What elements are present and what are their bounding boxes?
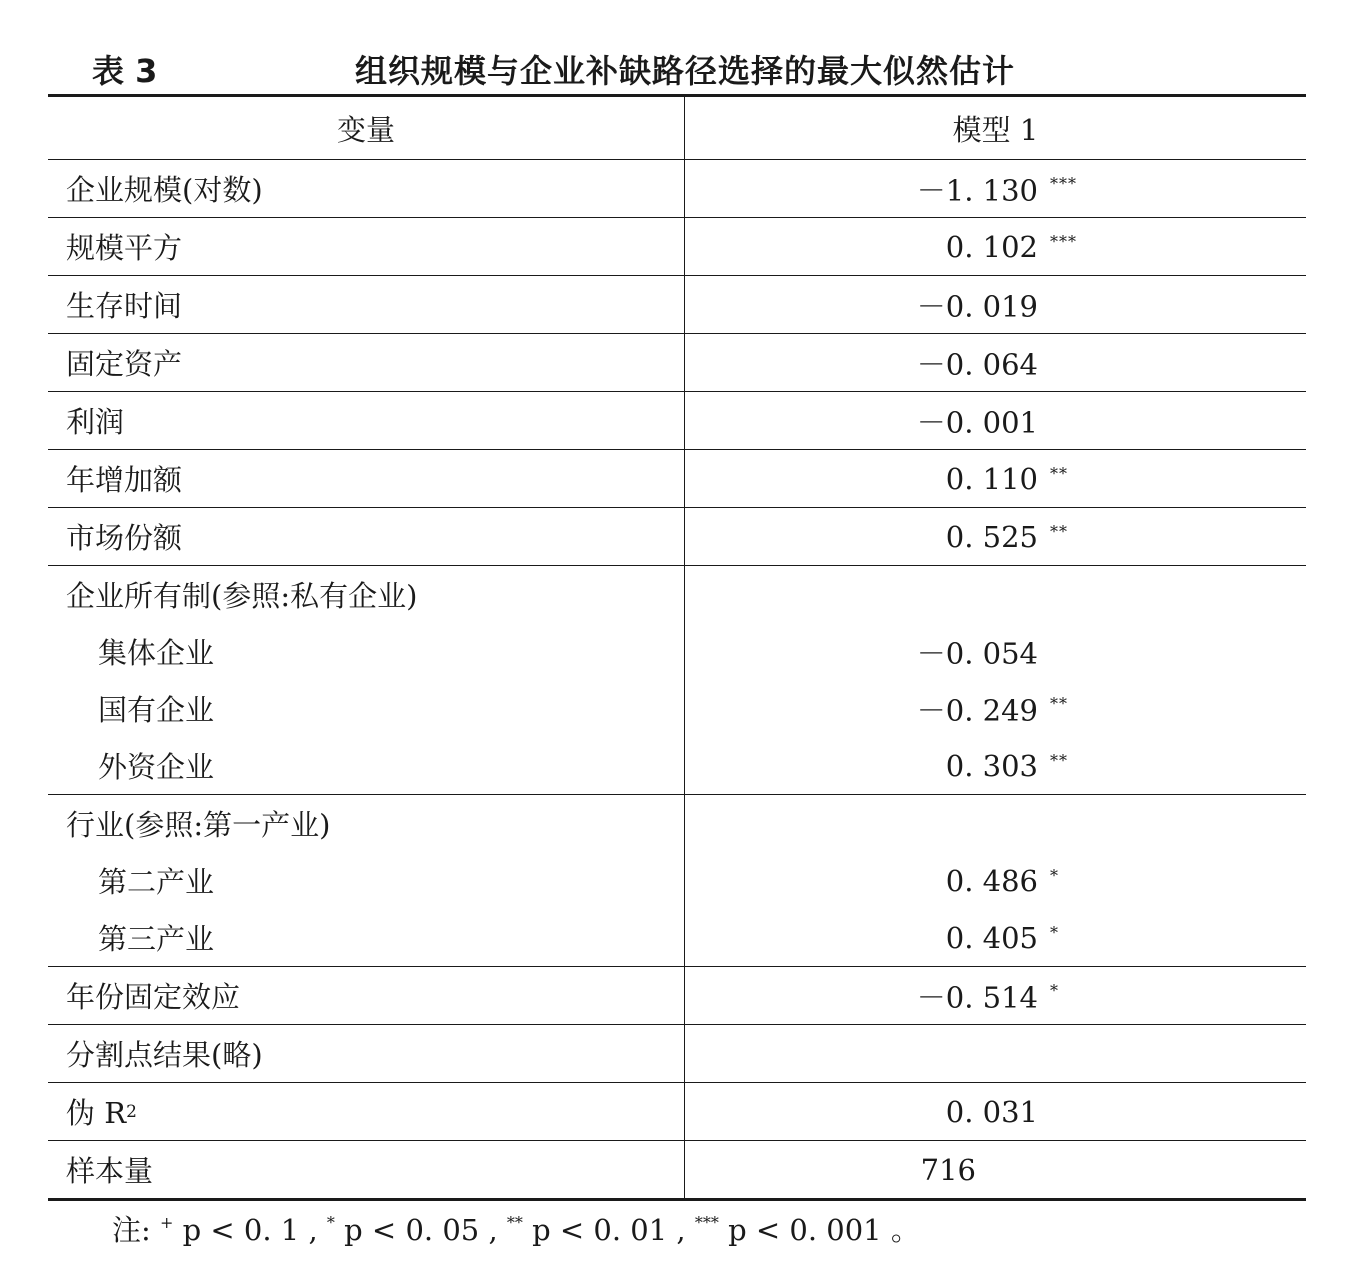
row-value: 0. 486 bbox=[945, 863, 1038, 898]
row-value: －0. 064 bbox=[916, 347, 1038, 381]
row-label: 外资企业 bbox=[48, 737, 685, 794]
row-label: 年增加额 bbox=[48, 450, 685, 507]
row-label: 行业(参照:第一产业) bbox=[48, 795, 685, 852]
header-variable: 变量 bbox=[48, 97, 685, 159]
row-label: 固定资产 bbox=[48, 334, 685, 391]
table-row bbox=[48, 967, 1306, 1025]
table-note bbox=[112, 1208, 920, 1249]
row-label: 市场份额 bbox=[48, 508, 685, 565]
row-label: 利润 bbox=[48, 392, 685, 449]
note-symbol: *** bbox=[694, 1213, 719, 1232]
row-label: 样本量 bbox=[48, 1141, 685, 1198]
table-row bbox=[48, 1083, 1306, 1141]
note-text: p < 0. 001 。 bbox=[718, 1213, 920, 1247]
table-row bbox=[48, 450, 1306, 508]
note-text: p < 0. 1 , bbox=[173, 1213, 327, 1247]
significance-stars: * bbox=[1050, 923, 1059, 942]
row-label: 年份固定效应 bbox=[48, 967, 685, 1024]
note-symbol: + bbox=[160, 1213, 174, 1232]
significance-stars: ** bbox=[1050, 464, 1068, 483]
row-value: 716 bbox=[920, 1152, 976, 1187]
table-row bbox=[48, 1025, 1306, 1083]
significance-stars: * bbox=[1050, 866, 1059, 885]
row-value: 0. 031 bbox=[945, 1094, 1038, 1129]
row-value: －0. 001 bbox=[916, 405, 1038, 439]
table-row bbox=[48, 160, 1306, 218]
note-symbol: * bbox=[326, 1213, 335, 1232]
row-value: －0. 249 bbox=[916, 693, 1038, 727]
note-symbol: ** bbox=[506, 1213, 523, 1232]
row-label: 分割点结果(略) bbox=[48, 1025, 685, 1082]
table-row-group-heading bbox=[48, 795, 1306, 852]
row-label: 企业规模(对数) bbox=[48, 160, 685, 217]
row-label: 伪 R 2 bbox=[48, 1083, 685, 1140]
significance-stars: *** bbox=[1050, 232, 1077, 251]
row-value: －0. 019 bbox=[916, 289, 1038, 323]
header-model: 模型 1 bbox=[952, 112, 1039, 147]
table-row bbox=[48, 392, 1306, 450]
significance-stars: ** bbox=[1050, 751, 1068, 770]
table-row bbox=[48, 218, 1306, 276]
table-number: 表 3 bbox=[92, 52, 158, 90]
row-label: 生存时间 bbox=[48, 276, 685, 333]
row-value: 0. 405 bbox=[945, 920, 1038, 955]
row-label: 企业所有制(参照:私有企业) bbox=[48, 566, 685, 623]
row-label: 集体企业 bbox=[48, 623, 685, 680]
significance-stars: * bbox=[1050, 981, 1059, 1000]
significance-stars: ** bbox=[1050, 522, 1068, 541]
table-row bbox=[48, 1141, 1306, 1198]
table-title: 组织规模与企业补缺路径选择的最大似然估计 bbox=[355, 52, 1016, 90]
table-row bbox=[48, 276, 1306, 334]
row-value: －0. 054 bbox=[916, 636, 1038, 670]
row-value: 0. 525 bbox=[945, 519, 1038, 554]
table-caption bbox=[0, 40, 1346, 96]
table-row-group-heading bbox=[48, 566, 1306, 623]
note-prefix: 注: bbox=[112, 1213, 151, 1247]
note-text: p < 0. 05 , bbox=[334, 1213, 507, 1247]
row-label: 规模平方 bbox=[48, 218, 685, 275]
row-value: －1. 130 bbox=[916, 173, 1038, 207]
row-value: 0. 303 bbox=[945, 748, 1038, 783]
row-value: 0. 110 bbox=[945, 461, 1038, 496]
table-header-row bbox=[48, 97, 1306, 160]
note-text: p < 0. 01 , bbox=[522, 1213, 695, 1247]
significance-stars: ** bbox=[1050, 694, 1068, 713]
r-squared-superscript: 2 bbox=[126, 1101, 137, 1122]
table-row bbox=[48, 680, 1306, 737]
regression-table bbox=[48, 94, 1306, 1201]
table-row bbox=[48, 909, 1306, 967]
table-row bbox=[48, 623, 1306, 680]
table-row bbox=[48, 737, 1306, 795]
row-label: 第三产业 bbox=[48, 909, 685, 966]
table-row bbox=[48, 334, 1306, 392]
row-value: －0. 514 bbox=[916, 980, 1038, 1014]
row-label: 国有企业 bbox=[48, 680, 685, 737]
table-row bbox=[48, 508, 1306, 566]
table-row bbox=[48, 852, 1306, 909]
row-label: 第二产业 bbox=[48, 852, 685, 909]
row-value: 0. 102 bbox=[945, 229, 1038, 264]
significance-stars: *** bbox=[1050, 174, 1077, 193]
